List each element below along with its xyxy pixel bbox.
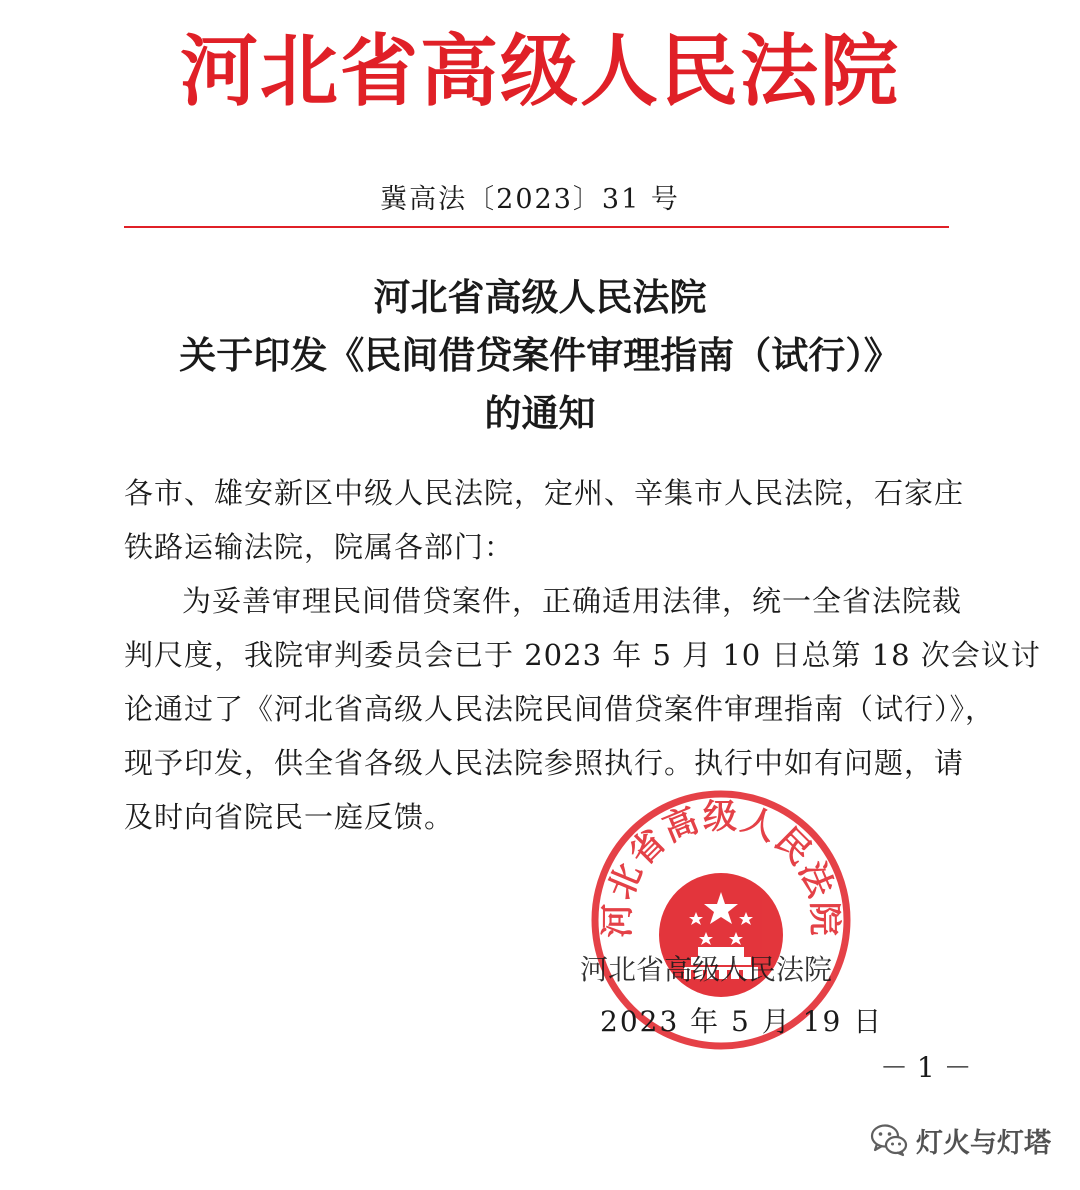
red-divider-line (124, 226, 949, 228)
wechat-watermark (870, 1118, 1051, 1162)
recipients-line-1: 各市、雄安新区中级人民法院，定州、辛集市人民法院，石家庄 (124, 476, 965, 510)
title-line-1: 河北省高级人民法院 (373, 275, 707, 319)
body-paragraph-line-1: 为妥善审理民间借贷案件，正确适用法律，统一全省法院裁 (182, 584, 963, 618)
page-number: － 1 － (880, 1051, 972, 1084)
title-line-3: 的通知 (484, 391, 596, 435)
document-number: 冀高法〔2023〕31 号 (380, 184, 680, 215)
wechat-icon (870, 1123, 908, 1157)
title-line-2: 关于印发《民间借贷案件审理指南（试行）》 (179, 333, 901, 377)
body-paragraph-line-3: 论通过了《河北省高级人民法院民间借贷案件审理指南（试行）》， (124, 692, 996, 726)
red-header-title: 河北省高级人民法院 (179, 26, 900, 117)
body-paragraph-line-2: 判尺度，我院审判委员会已于 2023 年 5 月 10 日总第 18 次会议讨 (124, 638, 1041, 672)
document-title (0, 268, 1080, 442)
seal-text: 河北省高级人民法院 (597, 797, 845, 938)
issue-date: 2023 年 5 月 19 日 (600, 1005, 884, 1038)
watermark-text: 灯火与灯塔 (916, 1127, 1051, 1159)
recipients-line-2: 铁路运输法院，院属各部门： (124, 530, 515, 564)
body-paragraph-line-5: 及时向省院民一庭反馈。 (124, 800, 455, 834)
issuer-signature: 河北省高级人民法院 (580, 953, 833, 986)
body-paragraph-line-4: 现予印发，供全省各级人民法院参照执行。执行中如有问题，请 (124, 746, 965, 780)
